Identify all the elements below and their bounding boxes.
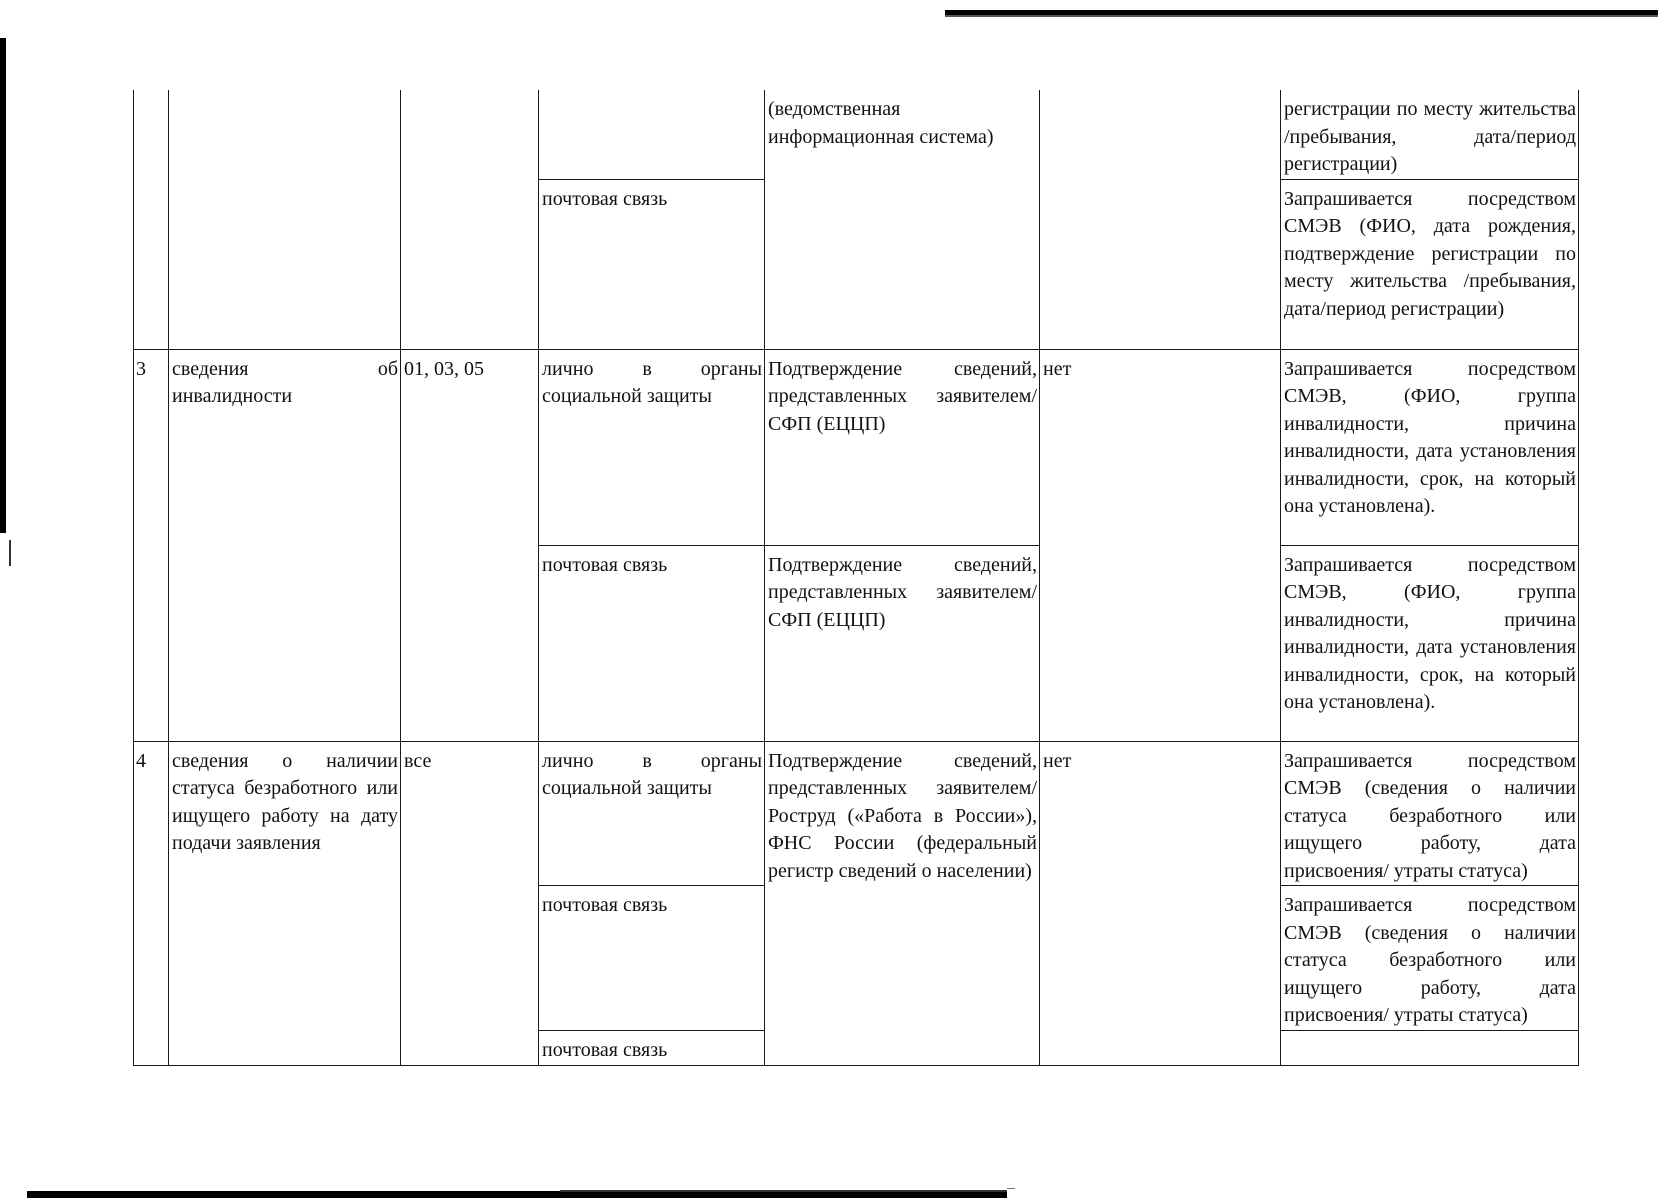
channel-cell: почтовая связь [539, 886, 765, 1031]
scan-edge-top-thin [945, 15, 1658, 17]
source-cell: Подтверждение сведений, представленных заявителем/ СФП (ЕЦЦП) [765, 349, 1040, 545]
method-cell: Запрашивается посредством СМЭВ (сведения о наличии статуса безработного или ищущего работу, дата присвоения/ утраты статуса) [1281, 886, 1579, 1031]
source-cell: (ведомственная информационная система) [765, 90, 1040, 349]
services-table [133, 90, 1579, 1066]
table-row [134, 90, 1579, 179]
flag-cell [1040, 90, 1281, 349]
channel-cell: лично в органы социальной защиты [539, 741, 765, 886]
info-cell: сведения об инвалидности [169, 349, 401, 741]
num-cell: 3 [134, 349, 169, 741]
codes-cell [401, 90, 539, 349]
scan-edge-left [0, 38, 6, 533]
scan-edge-bottom-fade [1007, 1188, 1015, 1189]
channel-cell: почтовая связь [539, 1030, 765, 1065]
method-cell [1281, 1030, 1579, 1065]
source-cell: Подтверждение сведений, представленных заявителем/ Роструд («Работа в России»), ФНС России (федеральный регистр сведений о населении) [765, 741, 1040, 1065]
info-cell [169, 90, 401, 349]
table-row [134, 741, 1579, 886]
channel-cell: почтовая связь [539, 179, 765, 349]
channel-cell [539, 90, 765, 179]
channel-cell: лично в органы социальной защиты [539, 349, 765, 545]
table-row [134, 349, 1579, 545]
codes-cell: 01, 03, 05 [401, 349, 539, 741]
info-cell: сведения о наличии статуса безработного или ищущего работу на дату подачи заявления [169, 741, 401, 1065]
flag-cell: нет [1040, 349, 1281, 741]
source-cell: Подтверждение сведений, представленных заявителем/ СФП (ЕЦЦП) [765, 545, 1040, 741]
method-cell: регистрации по месту жительства /пребывания, дата/период регистрации) [1281, 90, 1579, 179]
method-cell: Запрашивается посредством СМЭВ, (ФИО, группа инвалидности, причина инвалидности, дата установления инвалидности, срок, на который она установлена). [1281, 545, 1579, 741]
scan-edge-bottom-thin [560, 1190, 1007, 1192]
codes-cell: все [401, 741, 539, 1065]
num-cell: 4 [134, 741, 169, 1065]
channel-cell: почтовая связь [539, 545, 765, 741]
scan-edge-bottom [27, 1191, 1007, 1198]
scan-edge-left-tick [9, 540, 11, 566]
num-cell [134, 90, 169, 349]
method-cell: Запрашивается посредством СМЭВ (сведения о наличии статуса безработного или ищущего работу, дата присвоения/ утраты статуса) [1281, 741, 1579, 886]
flag-cell: нет [1040, 741, 1281, 1065]
method-cell: Запрашивается посредством СМЭВ (ФИО, дата рождения, подтверждение регистрации по месту жительства /пребывания, дата/период регистрации) [1281, 179, 1579, 349]
method-cell: Запрашивается посредством СМЭВ, (ФИО, группа инвалидности, причина инвалидности, дата установления инвалидности, срок, на который она установлена). [1281, 349, 1579, 545]
